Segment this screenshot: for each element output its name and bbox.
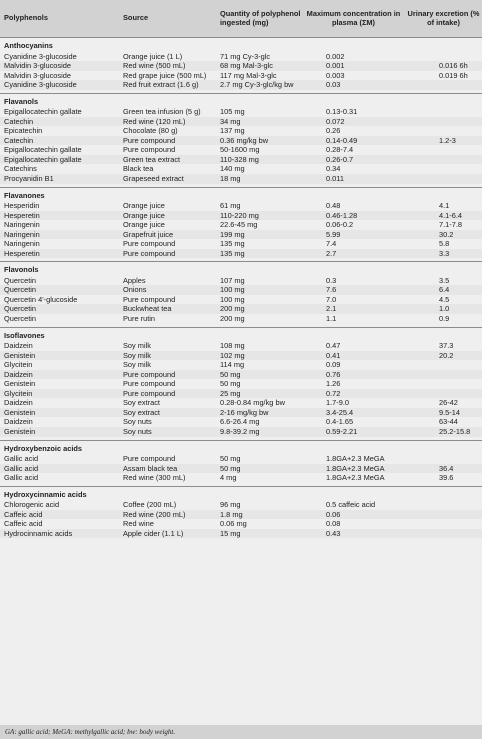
max-plasma-cell: 0.76	[302, 370, 405, 380]
source-cell: Red wine (500 mL)	[118, 61, 214, 71]
polyphenol-cell: Hesperetin	[0, 211, 118, 221]
section-spacer	[0, 538, 482, 541]
table-row	[0, 473, 482, 483]
table-row	[0, 61, 482, 71]
section-title: Isoflavones	[0, 327, 482, 341]
table-row	[0, 379, 482, 389]
quantity-cell: 68 mg Mal-3-glc	[214, 61, 302, 71]
quantity-cell: 114 mg	[220, 360, 245, 370]
source-cell: Buckwheat tea	[118, 304, 214, 314]
polyphenol-cell: Hesperidin	[4, 201, 40, 211]
quantity-cell: 102 mg	[214, 351, 302, 361]
quantity-cell: 71 mg Cy-3-glc	[220, 51, 271, 61]
polyphenol-cell: Genistein	[0, 427, 118, 437]
source-cell: Pure compound	[118, 136, 214, 146]
polyphenol-cell: Catechins	[4, 164, 37, 174]
urinary-excretion-cell: 63-44	[439, 417, 458, 427]
urinary-excretion-cell: 25.2-15.8	[405, 427, 482, 437]
source-cell: Soy nuts	[118, 427, 214, 437]
polyphenol-cell: Quercetin	[0, 285, 118, 295]
table-row	[0, 80, 482, 90]
source-cell: Green tea infusion (5 g)	[123, 107, 201, 117]
max-plasma-cell: 1.26	[326, 379, 341, 389]
max-plasma-cell: 0.3	[326, 275, 337, 285]
quantity-cell: 22.6-45 mg	[220, 220, 258, 230]
max-plasma-cell: 0.28-7.4	[326, 145, 354, 155]
polyphenol-cell: Glycitein	[4, 360, 33, 370]
quantity-cell: 4 mg	[220, 473, 237, 483]
urinary-excretion-cell	[405, 519, 482, 529]
table-row	[0, 454, 482, 464]
quantity-cell: 2-16 mg/kg bw	[214, 408, 302, 418]
quantity-cell: 105 mg	[220, 107, 245, 117]
quantity-cell: 199 mg	[214, 230, 302, 240]
max-plasma-cell: 0.09	[326, 360, 341, 370]
urinary-excretion-cell: 1.0	[405, 304, 482, 314]
section-header-row	[0, 262, 482, 276]
polyphenol-cell: Malvidin 3-glucoside	[4, 70, 71, 80]
quantity-cell: 100 mg	[220, 294, 245, 304]
urinary-excretion-cell: 4.1-6.4	[405, 211, 482, 221]
polyphenol-cell: Genistein	[4, 379, 36, 389]
quantity-cell: 50 mg	[214, 370, 302, 380]
source-cell: Pure compound	[118, 249, 214, 259]
urinary-excretion-cell: 0.016 6h	[405, 61, 482, 71]
polyphenol-cell: Cyanidine 3-glucoside	[4, 51, 77, 61]
header-urinary-excretion: Urinary excretion (% of intake)	[405, 0, 482, 38]
table-row	[0, 389, 482, 399]
table-row	[0, 276, 482, 286]
source-cell: Red wine	[123, 519, 154, 529]
table-row	[0, 398, 482, 408]
urinary-excretion-cell: 36.4	[405, 464, 482, 474]
section-title: Hydroxycinnamic acids	[0, 486, 482, 500]
urinary-excretion-cell: 37.3	[439, 341, 454, 351]
quantity-cell: 200 mg	[214, 304, 302, 314]
section-header-row	[0, 38, 482, 52]
table-row	[0, 464, 482, 474]
table-row	[0, 510, 482, 520]
max-plasma-cell: 0.13-0.31	[326, 107, 358, 117]
max-plasma-cell: 0.46-1.28	[302, 211, 405, 221]
quantity-cell: 61 mg	[220, 201, 241, 211]
section-title: Flavanones	[0, 187, 482, 201]
source-cell: Pure compound	[123, 239, 176, 249]
table-row	[0, 220, 482, 230]
table-row	[0, 500, 482, 510]
max-plasma-cell: 1.8GA+2.3 MeGA	[326, 454, 385, 464]
max-plasma-cell: 0.26	[326, 126, 341, 136]
section-title: Flavonols	[0, 262, 482, 276]
urinary-excretion-cell: 6.4	[405, 285, 482, 295]
quantity-cell: 50 mg	[220, 379, 241, 389]
source-cell: Grapefruit juice	[118, 230, 214, 240]
urinary-excretion-cell: 7.1-7.8	[439, 220, 463, 230]
max-plasma-cell: 0.43	[302, 529, 405, 539]
quantity-cell: 110-220 mg	[214, 211, 302, 221]
polyphenol-cell: Caffeic acid	[4, 519, 43, 529]
table-row	[0, 52, 482, 62]
max-plasma-cell: 0.5 caffeic acid	[326, 500, 376, 510]
quantity-cell: 110-328 mg	[214, 155, 302, 165]
max-plasma-cell: 0.72	[302, 389, 405, 399]
urinary-excretion-cell	[405, 454, 482, 464]
table-row	[0, 126, 482, 136]
table-row	[0, 249, 482, 259]
header-source: Source	[118, 0, 214, 38]
table-row	[0, 519, 482, 529]
section-title: Anthocyanins	[0, 38, 482, 52]
urinary-excretion-cell	[405, 117, 482, 127]
quantity-cell: 0.28-0.84 mg/kg bw	[220, 398, 285, 408]
quantity-cell: 15 mg	[214, 529, 302, 539]
quantity-cell: 140 mg	[220, 164, 245, 174]
source-cell: Orange juice	[118, 211, 214, 221]
urinary-excretion-cell: 20.2	[405, 351, 482, 361]
source-cell: Pure rutin	[123, 314, 156, 324]
table-row	[0, 145, 482, 155]
table-row	[0, 360, 482, 370]
source-cell: Grapeseed extract	[118, 174, 214, 184]
polyphenol-cell: Gallic acid	[0, 464, 118, 474]
polyphenol-cell: Quercetin	[4, 275, 37, 285]
polyphenol-cell: Malvidin 3-glucoside	[0, 61, 118, 71]
table-row	[0, 417, 482, 427]
source-cell: Pure compound	[123, 145, 176, 155]
quantity-cell: 34 mg	[214, 117, 302, 127]
max-plasma-cell: 0.03	[302, 80, 405, 90]
urinary-excretion-cell	[405, 52, 482, 62]
quantity-cell: 100 mg	[214, 285, 302, 295]
table-row	[0, 71, 482, 81]
source-cell: Pure compound	[123, 454, 176, 464]
source-cell: Red wine (120 mL)	[118, 117, 214, 127]
polyphenol-cell: Quercetin	[4, 314, 37, 324]
polyphenol-cell: Epigallocatechin gallate	[4, 145, 82, 155]
max-plasma-cell: 7.0	[326, 294, 337, 304]
urinary-excretion-cell	[405, 126, 482, 136]
max-plasma-cell: 0.003	[326, 70, 345, 80]
source-cell: Soy extract	[118, 408, 214, 418]
source-cell: Red wine (300 mL)	[123, 473, 186, 483]
urinary-excretion-cell: 4.5	[439, 294, 450, 304]
max-plasma-cell: 3.4-25.4	[302, 408, 405, 418]
table-row	[0, 341, 482, 351]
urinary-excretion-cell: 26-42	[439, 398, 458, 408]
polyphenol-cell: Catechin	[0, 117, 118, 127]
urinary-excretion-cell	[405, 164, 482, 174]
spacer-cell	[0, 538, 482, 541]
quantity-cell: 50-1600 mg	[220, 145, 260, 155]
max-plasma-cell: 2.7	[302, 249, 405, 259]
polyphenol-cell: Caffeic acid	[0, 510, 118, 520]
source-cell: Soy milk	[123, 341, 151, 351]
polyphenol-cell: Glycitein	[0, 389, 118, 399]
section-header-row	[0, 440, 482, 454]
header-polyphenols: Polyphenols	[0, 0, 118, 38]
urinary-excretion-cell: 39.6	[439, 473, 454, 483]
polyphenol-cell: Catechin	[0, 136, 118, 146]
urinary-excretion-cell	[405, 389, 482, 399]
source-cell: Green tea extract	[118, 155, 214, 165]
urinary-excretion-cell	[405, 510, 482, 520]
urinary-excretion-cell	[405, 80, 482, 90]
max-plasma-cell: 1.7-9.0	[326, 398, 350, 408]
max-plasma-cell: 0.47	[326, 341, 341, 351]
source-cell: Soy milk	[118, 351, 214, 361]
max-plasma-cell: 0.002	[326, 51, 345, 61]
max-plasma-cell: 0.26-0.7	[302, 155, 405, 165]
source-cell: Apple cider (1.1 L)	[118, 529, 214, 539]
urinary-excretion-cell	[405, 107, 482, 117]
max-plasma-cell: 0.06	[302, 510, 405, 520]
section-title: Flavanols	[0, 93, 482, 107]
polyphenol-cell: Epigallocatechin gallate	[0, 155, 118, 165]
polyphenol-cell: Hesperetin	[0, 249, 118, 259]
source-cell: Red grape juice (500 mL)	[123, 70, 207, 80]
source-cell: Orange juice (1 L)	[123, 51, 183, 61]
source-cell: Apples	[123, 275, 146, 285]
max-plasma-cell: 1.8GA+2.3 MeGA	[302, 464, 405, 474]
header-max-plasma: Maximum concentration in plasma (ΣM)	[302, 0, 405, 38]
urinary-excretion-cell: 1.2-3	[405, 136, 482, 146]
max-plasma-cell: 2.1	[302, 304, 405, 314]
table-row	[0, 107, 482, 117]
max-plasma-cell: 0.072	[302, 117, 405, 127]
quantity-cell: 135 mg	[214, 249, 302, 259]
quantity-cell: 2.7 mg Cy-3-glc/kg bw	[214, 80, 302, 90]
urinary-excretion-cell	[405, 155, 482, 165]
polyphenol-cell: Chlorogenic acid	[4, 500, 60, 510]
table-row	[0, 211, 482, 221]
quantity-cell: 200 mg	[220, 314, 245, 324]
table-row	[0, 164, 482, 174]
urinary-excretion-cell: 4.1	[439, 201, 450, 211]
urinary-excretion-cell: 3.5	[439, 275, 450, 285]
quantity-cell: 9.8-39.2 mg	[214, 427, 302, 437]
quantity-cell: 50 mg	[220, 454, 241, 464]
section-title: Hydroxybenzoic acids	[0, 440, 482, 454]
max-plasma-cell: 1.8GA+2.3 MeGA	[326, 473, 385, 483]
table-row	[0, 174, 482, 184]
urinary-excretion-cell: 3.3	[405, 249, 482, 259]
source-cell: Coffee (200 mL)	[123, 500, 177, 510]
max-plasma-cell: 0.34	[326, 164, 341, 174]
max-plasma-cell: 0.001	[302, 61, 405, 71]
header-quantity: Quantity of polyphenol ingested (mg)	[214, 0, 302, 38]
source-cell: Pure compound	[118, 370, 214, 380]
source-cell: Red fruit extract (1.6 g)	[118, 80, 214, 90]
polyphenol-cell: Naringenin	[0, 230, 118, 240]
quantity-cell: 107 mg	[220, 275, 245, 285]
urinary-excretion-cell	[405, 379, 482, 389]
urinary-excretion-cell: 9.5-14	[405, 408, 482, 418]
table-row	[0, 427, 482, 437]
table-header	[0, 0, 482, 38]
polyphenol-cell: Genistein	[0, 351, 118, 361]
table-row	[0, 285, 482, 295]
quantity-cell: 96 mg	[220, 500, 241, 510]
polyphenol-cell: Naringenin	[4, 239, 40, 249]
table-row	[0, 230, 482, 240]
max-plasma-cell: 0.48	[326, 201, 341, 211]
quantity-cell: 50 mg	[214, 464, 302, 474]
polyphenol-cell: Procyanidin B1	[0, 174, 118, 184]
table-row	[0, 136, 482, 146]
polyphenol-cell: Daidzein	[0, 370, 118, 380]
max-plasma-cell: 0.4-1.65	[326, 417, 354, 427]
table-row	[0, 304, 482, 314]
urinary-excretion-cell	[405, 145, 482, 155]
urinary-excretion-cell: 5.8	[439, 239, 450, 249]
max-plasma-cell: 0.08	[326, 519, 341, 529]
quantity-cell: 0.36 mg/kg bw	[214, 136, 302, 146]
max-plasma-cell: 7.6	[302, 285, 405, 295]
table-row	[0, 295, 482, 305]
max-plasma-cell: 1.1	[326, 314, 337, 324]
polyphenol-cell: Naringenin	[4, 220, 40, 230]
quantity-cell: 137 mg	[220, 126, 245, 136]
quantity-cell: 108 mg	[220, 341, 245, 351]
table-row	[0, 239, 482, 249]
quantity-cell: 135 mg	[220, 239, 245, 249]
source-cell: Pure compound	[118, 389, 214, 399]
quantity-cell: 1.8 mg	[214, 510, 302, 520]
section-header-row	[0, 93, 482, 107]
source-cell: Black tea	[123, 164, 154, 174]
source-cell: Soy milk	[123, 360, 151, 370]
table-row	[0, 370, 482, 380]
max-plasma-cell: 5.99	[302, 230, 405, 240]
source-cell: Orange juice	[123, 220, 165, 230]
max-plasma-cell: 7.4	[326, 239, 337, 249]
polyphenol-cell: Quercetin	[0, 304, 118, 314]
polyphenol-cell: Hydrocinnamic acids	[0, 529, 118, 539]
section-header-row	[0, 486, 482, 500]
table-footnote: GA: gallic acid; MeGA: methylgallic acid; bw: body weight.	[0, 725, 482, 739]
polyphenol-cell: Gallic acid	[4, 454, 39, 464]
table-row	[0, 314, 482, 324]
urinary-excretion-cell: 0.019 6h	[439, 70, 468, 80]
polyphenol-cell: Cyanidine 3-glucoside	[0, 80, 118, 90]
quantity-cell: 117 mg Mal-3-glc	[220, 70, 277, 80]
table-row	[0, 201, 482, 211]
source-cell: Red wine (200 mL)	[118, 510, 214, 520]
table-body	[0, 38, 482, 542]
source-cell: Pure compound	[123, 379, 176, 389]
max-plasma-cell: 0.41	[302, 351, 405, 361]
max-plasma-cell: 0.011	[302, 174, 405, 184]
polyphenol-cell: Epigallocatechin gallate	[4, 107, 82, 117]
polyphenol-cell: Genistein	[0, 408, 118, 418]
max-plasma-cell: 0.59-2.21	[302, 427, 405, 437]
urinary-excretion-cell: 30.2	[405, 230, 482, 240]
urinary-excretion-cell	[405, 174, 482, 184]
source-cell: Chocolate (80 g)	[123, 126, 178, 136]
urinary-excretion-cell	[405, 360, 482, 370]
table-row	[0, 117, 482, 127]
source-cell: Onions	[118, 285, 214, 295]
polyphenol-cell: Daidzein	[4, 341, 33, 351]
section-header-row	[0, 187, 482, 201]
polyphenol-cell: Gallic acid	[4, 473, 39, 483]
table-row	[0, 529, 482, 539]
quantity-cell: 25 mg	[214, 389, 302, 399]
section-header-row	[0, 327, 482, 341]
polyphenol-cell: Daidzein	[4, 398, 33, 408]
quantity-cell: 18 mg	[214, 174, 302, 184]
urinary-excretion-cell	[405, 500, 482, 510]
source-cell: Pure compound	[123, 294, 176, 304]
table-row	[0, 408, 482, 418]
table-row	[0, 351, 482, 361]
source-cell: Orange juice	[123, 201, 165, 211]
polyphenol-cell: Daidzein	[4, 417, 33, 427]
urinary-excretion-cell	[405, 370, 482, 380]
source-cell: Assam black tea	[118, 464, 214, 474]
urinary-excretion-cell	[405, 529, 482, 539]
polyphenol-cell: Epicatechin	[4, 126, 43, 136]
source-cell: Soy nuts	[123, 417, 152, 427]
source-cell: Soy extract	[123, 398, 160, 408]
max-plasma-cell: 0.06-0.2	[326, 220, 354, 230]
quantity-cell: 6.6-26.4 mg	[220, 417, 260, 427]
quantity-cell: 0.06 mg	[220, 519, 247, 529]
polyphenol-cell: Quercetin 4'-glucoside	[4, 294, 78, 304]
max-plasma-cell: 0.14-0.49	[302, 136, 405, 146]
table-row	[0, 155, 482, 165]
urinary-excretion-cell: 0.9	[439, 314, 450, 324]
